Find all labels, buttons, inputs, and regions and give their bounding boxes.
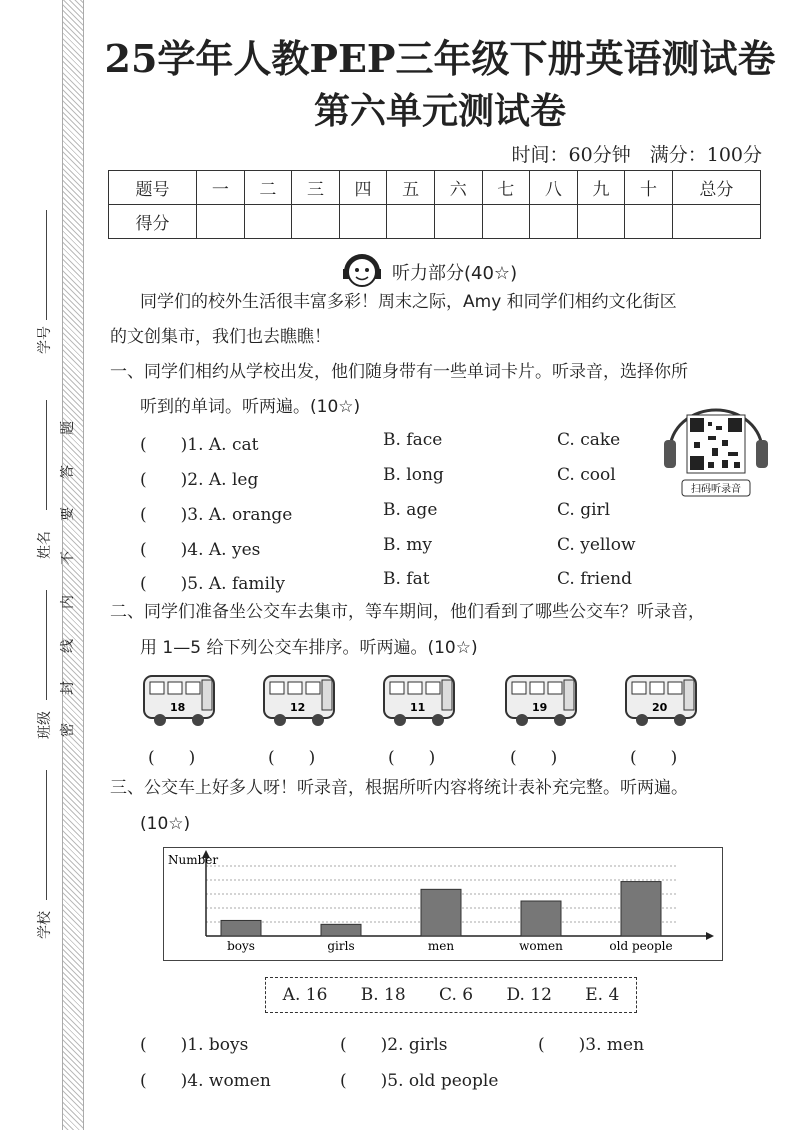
- score-input[interactable]: [244, 205, 292, 239]
- score-input[interactable]: [292, 205, 340, 239]
- x-tick-label: men: [427, 939, 455, 953]
- bus-order-blank[interactable]: ( ): [630, 748, 678, 768]
- score-header-row: [109, 171, 761, 205]
- bus-number: 18: [170, 701, 186, 714]
- q1-item-2-choice-b: B. long: [383, 465, 444, 485]
- label-class: 班级: [37, 711, 53, 739]
- score-cell: 七: [482, 171, 530, 205]
- bus-icon: [260, 670, 340, 730]
- label-school: 学校: [37, 911, 53, 939]
- option-b: B. 18: [360, 985, 406, 1005]
- score-cell: 题号: [109, 171, 197, 205]
- q1-item-1-choice-a[interactable]: ( )1. A. cat: [140, 435, 259, 455]
- x-tick-label: old people: [609, 939, 673, 953]
- bus-icon: [622, 670, 702, 730]
- q1-item-2-choice-a[interactable]: ( )2. A. leg: [140, 470, 259, 490]
- bus-number: 20: [652, 701, 668, 714]
- option-a: A. 16: [282, 985, 328, 1005]
- margin-warning-char: 答: [60, 465, 76, 479]
- score-input[interactable]: [197, 205, 245, 239]
- bus-order-blank[interactable]: ( ): [148, 748, 196, 768]
- margin-warning-char: 要: [60, 507, 76, 521]
- score-cell: 十: [625, 171, 673, 205]
- line-student-id: [46, 210, 47, 320]
- q1-item-2-choice-c: C. cool: [557, 465, 616, 485]
- intro-line-1: 同学们的校外生活很丰富多彩！周末之际，Amy 和同学们相约文化街区: [140, 292, 677, 312]
- q3-prompt-line-2: (10☆): [140, 814, 191, 834]
- q3-answer-3[interactable]: ( )3. men: [538, 1035, 645, 1055]
- score-cell: 二: [244, 171, 292, 205]
- score-cell: 三: [292, 171, 340, 205]
- score-cell: 九: [577, 171, 625, 205]
- score-input[interactable]: [530, 205, 578, 239]
- margin-warning-char: 封: [60, 681, 76, 695]
- x-tick-label: girls: [327, 939, 355, 953]
- q1-item-5-choice-b: B. fat: [383, 569, 430, 589]
- margin-warning-char: 不: [60, 551, 76, 565]
- score-value-row: [109, 205, 761, 239]
- q1-prompt-line-2: 听到的单词。听两遍。(10☆): [140, 397, 361, 417]
- intro-line-2: 的文创集市，我们也去瞧瞧！: [110, 327, 331, 347]
- label-student-id: 学号: [37, 326, 53, 354]
- q1-item-3-choice-a[interactable]: ( )3. A. orange: [140, 505, 293, 525]
- q1-item-4-choice-a[interactable]: ( )4. A. yes: [140, 540, 261, 560]
- option-e: E. 4: [585, 985, 620, 1005]
- score-input[interactable]: [672, 205, 760, 239]
- bar-men: [421, 889, 461, 936]
- q2-prompt-line-2: 用 1—5 给下列公交车排序。听两遍。(10☆): [140, 638, 478, 658]
- score-input[interactable]: [625, 205, 673, 239]
- answer-options-box: [265, 977, 637, 1013]
- score-input[interactable]: [387, 205, 435, 239]
- line-school: [46, 770, 47, 900]
- hatch-strip: [62, 0, 84, 1130]
- bus-icon: [502, 670, 582, 730]
- option-d: D. 12: [506, 985, 552, 1005]
- q3-answer-5[interactable]: ( )5. old people: [340, 1071, 499, 1091]
- qr-caption: 扫码听录音: [691, 484, 741, 495]
- bus-icon: [380, 670, 460, 730]
- margin-warning-char: 线: [60, 639, 76, 653]
- q1-item-3-choice-b: B. age: [383, 500, 438, 520]
- score-cell: 一: [197, 171, 245, 205]
- y-axis-label: Number: [168, 853, 219, 867]
- margin-warning-char: 题: [60, 421, 76, 435]
- listening-heading: [340, 252, 517, 292]
- page-subtitle: 第六单元测试卷: [313, 90, 566, 132]
- bus-order-blank[interactable]: ( ): [510, 748, 558, 768]
- time-info: 时间：60分钟 满分：100分: [511, 144, 762, 166]
- score-input[interactable]: [577, 205, 625, 239]
- q1-item-1-choice-b: B. face: [383, 430, 443, 450]
- line-name: [46, 400, 47, 510]
- score-input[interactable]: [339, 205, 387, 239]
- bar-boys: [221, 920, 261, 936]
- headphone-mascot-icon: [340, 252, 384, 292]
- q1-item-1-choice-c: C. cake: [557, 430, 621, 450]
- score-cell: 八: [530, 171, 578, 205]
- bar-old-people: [621, 882, 661, 936]
- x-tick-label: women: [519, 939, 563, 953]
- q3-prompt-line-1: 三、公交车上好多人呀！听录音，根据所听内容将统计表补充完整。听两遍。: [110, 778, 688, 798]
- margin-warning-char: 内: [60, 595, 76, 609]
- qr-code-icon: [662, 400, 770, 500]
- q3-answer-2[interactable]: ( )2. girls: [340, 1035, 448, 1055]
- bar-chart: [163, 847, 723, 961]
- bar-girls: [321, 924, 361, 936]
- score-cell: 六: [434, 171, 482, 205]
- bus-icon: [140, 670, 220, 730]
- bar-women: [521, 901, 561, 936]
- margin-warning-char: 密: [60, 723, 76, 737]
- bus-order-blank[interactable]: ( ): [388, 748, 436, 768]
- score-cell: 五: [387, 171, 435, 205]
- bus-number: 12: [290, 701, 306, 714]
- bus-order-blank[interactable]: ( ): [268, 748, 316, 768]
- bus-number: 19: [532, 701, 548, 714]
- bus-number: 11: [410, 701, 426, 714]
- q1-prompt-line-1: 一、同学们相约从学校出发，他们随身带有一些单词卡片。听录音，选择你所: [110, 362, 688, 382]
- q3-answer-4[interactable]: ( )4. women: [140, 1071, 271, 1091]
- score-cell: 总分: [672, 171, 760, 205]
- q2-prompt-line-1: 二、同学们准备坐公交车去集市，等车期间，他们看到了哪些公交车？听录音，: [110, 602, 705, 622]
- q1-item-3-choice-c: C. girl: [557, 500, 611, 520]
- line-class: [46, 590, 47, 700]
- score-input[interactable]: [482, 205, 530, 239]
- option-c: C. 6: [439, 985, 474, 1005]
- score-cell: 四: [339, 171, 387, 205]
- listening-heading-text: 听力部分(40☆): [392, 263, 518, 284]
- x-axis-arrow: [706, 932, 714, 940]
- q1-item-5-choice-c: C. friend: [557, 569, 632, 589]
- q1-item-4-choice-c: C. yellow: [557, 535, 636, 555]
- binding-margin: [0, 0, 100, 1130]
- score-row-label: 得分: [109, 205, 197, 239]
- label-name: 姓名: [37, 531, 53, 559]
- score-input[interactable]: [434, 205, 482, 239]
- page-title: 25学年人教PEP三年级下册英语测试卷: [104, 36, 776, 81]
- score-table: [108, 170, 761, 239]
- q1-item-5-choice-a[interactable]: ( )5. A. family: [140, 574, 285, 594]
- q3-answer-1[interactable]: ( )1. boys: [140, 1035, 249, 1055]
- x-tick-label: boys: [227, 939, 255, 953]
- bar-chart-svg: [164, 848, 722, 960]
- q1-item-4-choice-b: B. my: [383, 535, 433, 555]
